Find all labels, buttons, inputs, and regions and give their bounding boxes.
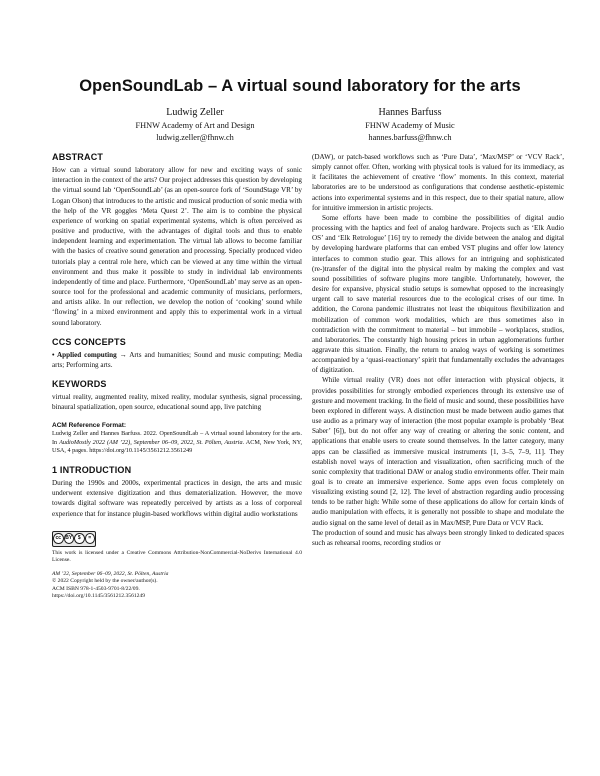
footer-doi[interactable]: https://doi.org/10.1145/3561212.3561249 bbox=[52, 593, 146, 600]
ccs-section bbox=[52, 337, 302, 370]
author-block-1 bbox=[75, 106, 315, 143]
paragraph: (DAW), or patch-based workflows such as ‘Pure Data’, ‘Max/MSP’ or ‘VCV Rack’, simply cannot offer. Often, working with physical tools is valued for its immediacy, as it facilitates the achievement of creative ‘flow’ moments. In this context, material laboratories are to be understood as configurations that condense aesthetic-epistemic actions into experimental systems and in this respect, due to their spatial nature, allow for intuitive immersion in artistic projects. bbox=[312, 153, 564, 212]
acm-reference bbox=[52, 422, 302, 456]
paper-title: OpenSoundLab – A virtual sound laboratory for the arts bbox=[79, 77, 521, 95]
author-email[interactable]: hannes.barfuss@fhnw.ch bbox=[368, 132, 452, 142]
footer-venue-text: AM ’22, September 06–09, 2022, St. Pölten, Austria bbox=[52, 570, 169, 577]
right-column bbox=[312, 152, 564, 548]
author-email[interactable]: ludwig.zeller@fhnw.ch bbox=[156, 132, 234, 142]
author-name: Hannes Barfuss bbox=[378, 107, 442, 118]
cc-logo-wrap[interactable] bbox=[52, 531, 96, 547]
acm-reference-line2[interactable]: ACM, New York, NY, USA, 4 pages. https://doi.org/10.1145/3561212.3561249 bbox=[52, 438, 302, 455]
acm-reference-label: ACM Reference Format: bbox=[52, 421, 127, 429]
keywords-section bbox=[52, 379, 302, 412]
intro-text: During the 1990s and 2000s, experimental practices in design, the arts and music underwent extensive digitization and thus dematerialization. However, the move towards digital software was repeatedly perceived by artists as a loss of corporeal experience that for instance plugin-based workflows within digital audio workstations bbox=[52, 479, 302, 518]
cc-license-icon[interactable] bbox=[52, 531, 96, 547]
paragraph: Some efforts have been made to combine the possibilities of digital audio processing with the haptics and feel of analog hardware. Projects such as ‘Elk Audio OS’ and ‘Elk Retrologue’ [16] try to remedy the divide between the analog and digital by developing hardware platforms that can embed VST plugins and offer low latency interfaces to common studio gear. This allows for an intriguing and sophisticated (re-)transfer of the digital into the physical realm by making the complex and vast sound possibilities of software plugins more tangible. Unfortunately, however, the desire for expansive, physical studio setups is somewhat opposed to the increasingly urgent call to save material resources due to the ecological crises of our time. In addition, the Corona pandemic illustrates not least the ubiquitous flexibilization and mobilization of common work modalities, which are thus sometimes also in contradiction with the commitment to material – but immobile – workplaces, studios, and laboratories. The constantly high housing prices in urban agglomerations further aggravate this situation. Finally, the return to analog ways of working is sometimes accompanied by a ‘quasi-reactionary’ spirit that fundamentally excludes the advantages of digitization. bbox=[312, 213, 564, 375]
by-icon: BY bbox=[64, 533, 75, 544]
footer-copyright: © 2022 Copyright held by the owner/author(s). bbox=[52, 578, 158, 585]
intro-section bbox=[52, 465, 302, 519]
author-affiliation: FHNW Academy of Art and Design bbox=[135, 121, 255, 130]
ccs-text bbox=[52, 350, 302, 370]
keywords-text: virtual reality, augmented reality, mixed reality, modular synthesis, signal processing, binaural spatialization, open source, educational sound app, live patching bbox=[52, 393, 302, 412]
license-text: This work is licensed under a Creative Commons Attribution-NonCommercial-NoDerivs International 4.0 License. bbox=[52, 549, 302, 564]
left-column bbox=[52, 152, 302, 601]
acm-reference-line1: Ludwig Zeller and Hannes Barfuss. 2022. OpenSoundLab – A virtual sound laboratory for the arts. In bbox=[52, 430, 302, 446]
intro-heading: 1 INTRODUCTION bbox=[52, 464, 132, 475]
author-name: Ludwig Zeller bbox=[166, 107, 224, 118]
nd-icon: = bbox=[85, 533, 96, 544]
nc-icon: $ bbox=[74, 533, 85, 544]
keywords-heading: KEYWORDS bbox=[52, 379, 107, 390]
abstract-heading: ABSTRACT bbox=[52, 152, 104, 162]
footer-isbn: ACM ISBN 978-1-4503-9701-8/22/09. bbox=[52, 585, 140, 592]
cc-icon: cc bbox=[53, 533, 64, 544]
footer-block bbox=[52, 571, 302, 601]
paragraph: The production of sound and music has always been strongly linked to dedicated spaces such as rehearsal rooms, recording studios or bbox=[312, 528, 564, 547]
author-affiliation: FHNW Academy of Music bbox=[365, 121, 455, 130]
license-block bbox=[52, 531, 302, 547]
ccs-concepts: → Arts and humanities; Sound and music computing; Media arts; Performing arts. bbox=[52, 350, 302, 369]
acm-reference-venue: AudioMostly 2022 (AM ’22), September 06–09, 2022, St. Pölten, Austria. bbox=[59, 438, 245, 446]
paragraph: While virtual reality (VR) does not offer interaction with physical objects, it provides possibilities for strongly embodied experiences through its extensive use of gesture and movement tracking. In the field of music and sound, these possibilities have been explored in different ways. A distinction must be made between audio games that use audio as a primary way of interaction (the most popular example is probably ‘Beat Saber’ [6]), but do not offer any way of creating or altering the sonic content, and applications that enable users to create sound themselves. In the latter category, many apps can be classified as immersive musical instruments [1, 3–5, 7–9, 11]. They establish novel ways of interaction and visualization, often sacrificing much of the sonic complexity that traditional DAW or analog studio environments offer. Their main goal is to create an immersive experience. Some apps even focus completely on visualizing existing sound [2, 12]. The level of abstraction regarding audio processing tends to be rather high: While some of these applications do allow for certain kinds of audio manipulation with effects, it is generally not possible to shape and modulate the audio signal on the same level of detail as in Max/MSP, Pure Data or VCV Rack. bbox=[312, 376, 564, 527]
abstract-text: How can a virtual sound laboratory allow for new and exciting ways of sonic interaction in the context of the arts? Our project addresses this question by developing the virtual sound lab ‘OpenSoundLab’ (as an open-source fork of ‘SoundStage VR’ by Logan Olson) that introduces to the artistic and musical production of sonic media with the help of the VR goggles ‘Meta Quest 2’. The aim is to combine the physical experience of working on spatial experimental systems, which is often perceived as positive and productive, with the advantages of digital tools and thus to enable independent learning and experimentation. The virtual lab allows to become familiar with the basics of creative sound generation and processing. Specially produced video tutorials play a central role here, which can be viewed at any time within the virtual environment and thus make it possible to study in individual lab environments independently of time and place. Furthermore, ‘OpenSoundLab’ may serve as an open-source tool for the professional and academic community of musicians, performers, and artists alike. In our reflection, we develop the notion of ‘cooking’ sound while ‘flowing’ in a mixed environment and apply this to experimental work in a virtual sound laboratory. bbox=[52, 166, 302, 327]
ccs-heading: CCS CONCEPTS bbox=[52, 336, 126, 347]
author-block-2 bbox=[290, 106, 530, 143]
ccs-bold: • Applied computing bbox=[52, 350, 117, 359]
